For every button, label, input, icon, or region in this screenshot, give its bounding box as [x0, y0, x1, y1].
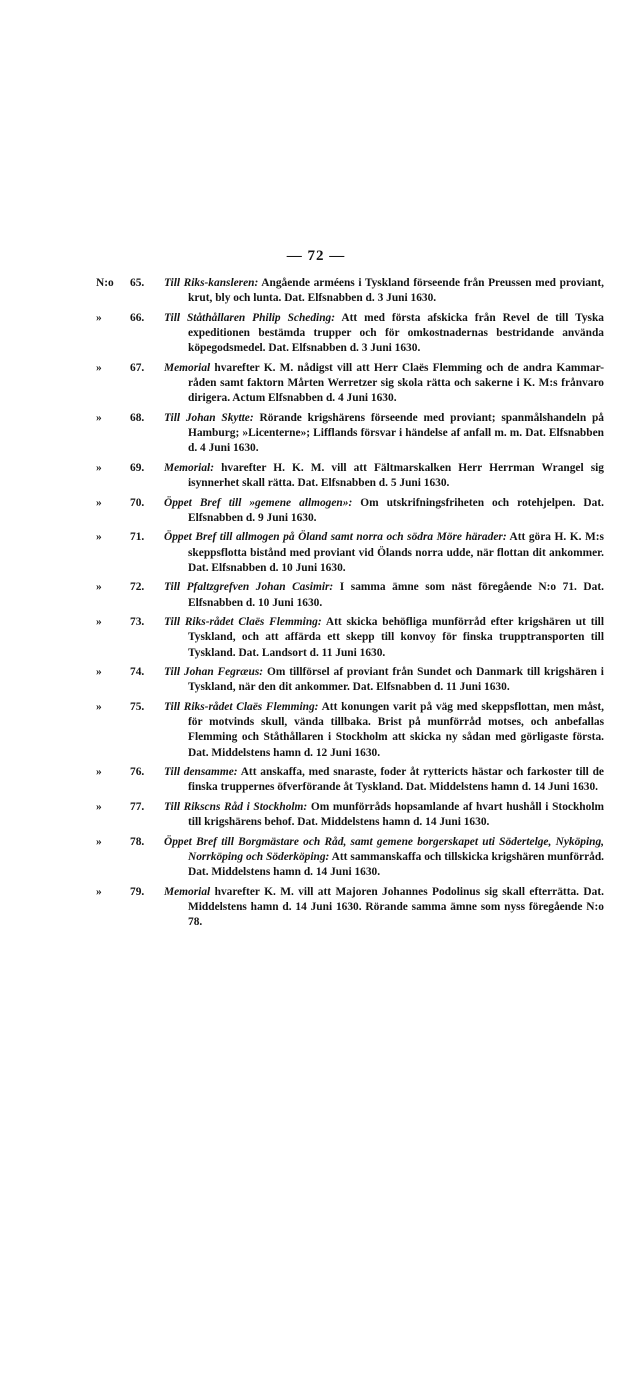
entry-text: [164, 885, 604, 931]
entry-number-value: 72.: [130, 581, 145, 594]
entry-text: [164, 311, 604, 357]
entry-number: [96, 580, 156, 595]
entry-number-value: 69.: [130, 461, 145, 474]
register-entry: [96, 665, 604, 695]
entry-number-value: 79.: [130, 885, 145, 898]
entry-body: hvarefter K. M. vill att Majoren Johannes Podolinus sig skall efterrätta. Dat. Middelstens hamn d. 14 Juni 1630. Rörande samma ämne som nyss föregående N:o 78.: [188, 885, 604, 929]
entry-body: hvarefter H. K. M. vill att Fältmarskalken Herr Herrman Wrangel sig isynnerhet skall rätta. Dat. Elfsnabben d. 5 Juni 1630.: [188, 461, 604, 489]
register-entry: [96, 496, 604, 526]
entry-body: Angående arméens i Tyskland förseende från Preussen med proviant, krut, bly och lunta. Dat. Elfsnabben d. 3 Juni 1630.: [188, 277, 605, 305]
entry-body: I samma ämne som näst föregående N:o 71. Dat. Elfsnabben d. 10 Juni 1630.: [188, 581, 604, 609]
entry-number-prefix: »: [96, 531, 102, 544]
entry-number-value: 65.: [130, 277, 145, 289]
entry-body: Om munförråds hopsamlande af hvart hushåll i Stockholm till krigshärens behof. Dat. Middelstens hamn d. 14 Juni 1630.: [188, 800, 604, 829]
entry-number: [96, 700, 156, 715]
entry-number-prefix: »: [96, 361, 102, 374]
entry-text: [164, 276, 604, 306]
entry-number: [96, 615, 156, 630]
entry-number: [96, 835, 156, 850]
entry-number-prefix: »: [96, 666, 102, 679]
entry-title: Öppet Bref till Borgmästare och Råd, samt gemene borgerskapet uti Södertelge, Nyköping, Norrköping och Söderköping:: [164, 835, 604, 863]
entry-title: Memorial: [164, 361, 211, 374]
entry-number: [96, 361, 156, 376]
entry-text: [164, 530, 604, 576]
entry-number: [96, 765, 156, 780]
entry-number-prefix: »: [96, 616, 102, 629]
entry-text: [164, 361, 604, 407]
entry-number-value: 68.: [130, 411, 145, 424]
register-entry: [96, 765, 604, 795]
entry-number: [96, 311, 156, 326]
entry-text: [164, 700, 604, 761]
entry-title: Öppet Bref till »gemene allmogen»:: [164, 496, 353, 509]
entry-text: [164, 411, 604, 457]
entry-text: [164, 835, 604, 881]
entry-number-prefix: »: [96, 835, 102, 848]
entry-body: hvarefter K. M. nådigst vill att Herr Claës Flemming och de andra Kammar-råden samt faktorn Mårten Werretzer sig skola rätta och sakerne i K. M:s frånvaro dirigera. Actum Elfsnabben d. 4 Juni 1630.: [188, 361, 605, 405]
entry-body: Att skicka behöfliga munförråd efter krigshären ut till Tyskland, och att affärda ett skepp till konvoy för finska trupptransporten till Tyskland. Dat. Landsort d. 11 Juni 1630.: [188, 616, 605, 659]
entry-text: [164, 800, 604, 830]
entry-number-prefix: »: [96, 800, 102, 813]
entry-number-value: 77.: [130, 800, 145, 813]
entry-title: Memorial:: [164, 461, 214, 474]
entry-title: Till Rikscns Råd i Stockholm:: [164, 800, 308, 813]
register-entry: [96, 530, 604, 576]
entry-title: Till Riks-rådet Claës Flemming:: [164, 700, 319, 713]
entry-number-prefix: »: [96, 461, 102, 474]
entry-body: Rörande krigshärens förseende med proviant; spanmålshandeln på Hamburg; »Licenterne»; Lifflands försvar i händelse af anfall m. m. Dat. Elfsnabben d. 4 Juni 1630.: [188, 411, 604, 455]
entry-text: [164, 496, 604, 526]
register-entries: [96, 276, 604, 935]
entry-body: Att sammanskaffa och tillskicka krigshären munförråd. Dat. Middelstens hamn d. 14 Juni 1630.: [188, 850, 605, 879]
entry-number-prefix: N:o: [96, 277, 114, 289]
register-entry: [96, 835, 604, 881]
entry-title: Öppet Bref till allmogen på Öland samt norra och södra Möre härader:: [164, 531, 507, 544]
entry-number: [96, 461, 156, 476]
entry-text: [164, 461, 604, 491]
entry-body: Att anskaffa, med snaraste, foder åt ryttericts hästar och farkoster till de finska truppernes öfverförande åt Tyskland. Dat. Middelstens hamn d. 14 Juni 1630.: [188, 766, 604, 794]
entry-title: Till Riks-kansleren:: [164, 277, 259, 289]
entry-number-prefix: »: [96, 581, 102, 594]
entry-number-value: 66.: [130, 311, 145, 324]
entry-title: Till Ståthållaren Philip Scheding:: [164, 311, 336, 324]
entry-body: Att göra H. K. M:s skeppsflotta bistånd med proviant vid Ölands norra udde, när flottan dit ankommer. Dat. Elfsnabben d. 10 Juni 1630.: [188, 531, 604, 574]
entry-number: [96, 885, 156, 900]
page-number: — 72 —: [286, 248, 346, 264]
entry-number: [96, 530, 156, 545]
entry-number: [96, 496, 156, 511]
entry-number-prefix: »: [96, 700, 102, 713]
entry-number: [96, 665, 156, 680]
entry-title: Memorial: [164, 885, 211, 898]
entry-body: Om tillförsel af proviant från Sundet och Danmark till krigshären i Tyskland, när den dit ankommer. Dat. Elfsnabben d. 11 Juni 1630.: [188, 666, 604, 694]
entry-text: [164, 665, 604, 695]
entry-text: [164, 580, 604, 610]
register-entry: [96, 461, 604, 491]
register-entry: [96, 311, 604, 357]
entry-number-value: 75.: [130, 700, 145, 713]
entry-title: Till Johan Skytte:: [164, 411, 254, 424]
entry-number: [96, 411, 156, 426]
entry-text: [164, 765, 604, 795]
entry-number-value: 78.: [130, 835, 145, 848]
register-entry: [96, 615, 604, 661]
entry-body: Att med första afskicka från Revel de till Tyska expeditionen bestämda trupper och för omkostnadernas bestridande använda köpegodsmedel. Dat. Elfsnabben d. 3 Juni 1630.: [188, 311, 605, 355]
entry-number: [96, 800, 156, 815]
entry-number-value: 76.: [130, 766, 145, 779]
entry-number-prefix: »: [96, 311, 102, 324]
register-entry: [96, 700, 604, 761]
register-entry: [96, 580, 604, 610]
entry-body: Om utskrifningsfriheten och rotehjelpen. Dat. Elfsnabben d. 9 Juni 1630.: [188, 496, 604, 524]
register-entry: [96, 276, 604, 306]
entry-body: Att konungen varit på väg med skeppsflottan, men måst, för motvinds skull, vända tillbaka. Brist på munförråd motses, och anbefallas Flemming och Ståthållaren i Stockholm att skicka ny sådan med görligaste första. Dat. Middelstens hamn d. 12 Juni 1630.: [188, 700, 605, 759]
entry-title: Till densamme:: [164, 766, 238, 779]
register-entry: [96, 361, 604, 407]
register-entry: [96, 411, 604, 457]
entry-number-value: 70.: [130, 496, 145, 509]
entry-number-value: 67.: [130, 361, 145, 374]
entry-title: Till Pfaltzgrefven Johan Casimir:: [164, 581, 334, 594]
entry-number: [96, 276, 156, 291]
register-entry: [96, 800, 604, 830]
entry-number-value: 74.: [130, 666, 145, 679]
entry-number-prefix: »: [96, 411, 102, 424]
entry-number-prefix: »: [96, 885, 102, 898]
entry-number-prefix: »: [96, 496, 102, 509]
entry-title: Till Johan Fegræus:: [164, 666, 264, 679]
register-entry: [96, 885, 604, 931]
entry-text: [164, 615, 604, 661]
entry-title: Till Riks-rådet Claës Flemming:: [164, 616, 322, 629]
entry-number-value: 73.: [130, 616, 145, 629]
entry-number-prefix: »: [96, 766, 102, 779]
entry-number-value: 71.: [130, 531, 145, 544]
